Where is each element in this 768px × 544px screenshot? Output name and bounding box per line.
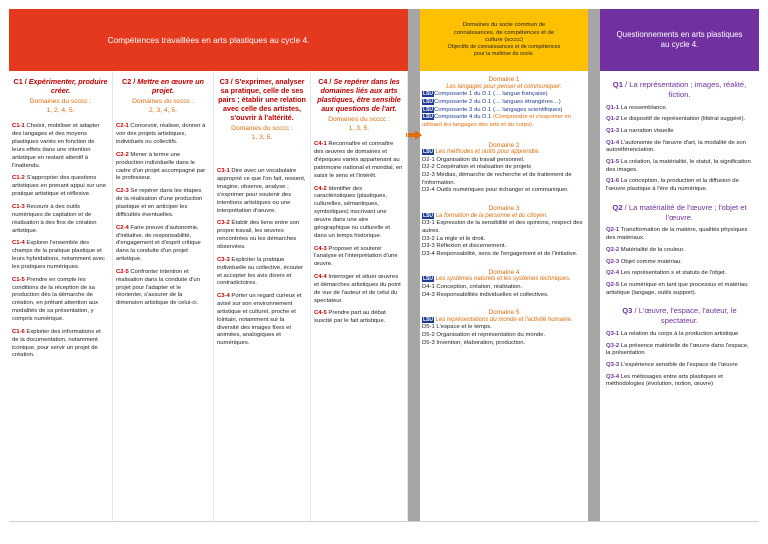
c4-code: C4: [318, 77, 328, 86]
c4-sccc-label: Domaines du scccc :: [328, 116, 390, 123]
questionnements-header: [600, 9, 759, 71]
domain-title: Domaine 1: [488, 76, 520, 83]
domain-line: D3-2 La règle et le droit.: [422, 235, 486, 242]
c2-code: C2: [122, 77, 132, 86]
q-item: Q2-5 Le numérique en tant que processus et matériau artistique (langage, outils support).: [606, 281, 748, 296]
socle-header-line3: culture (scccc): [485, 36, 523, 43]
c1-item: C1-1 Choisir, mobiliser et adapter des langages et des moyens plastiques variés en fonction de leurs effets dans une intention artistique en restant attentif à l'inattendu.: [12, 123, 100, 169]
socle-header-line1: Domaines du socle commun de: [462, 22, 546, 29]
domain-line: D2-3 Médias, démarche de recherche et de traitement de l'information.: [422, 172, 572, 186]
c4-item: C4-4 Interroger et situer œuvres et démarches artistiques du point de vue de l'auteur et de celui du spectateur.: [314, 274, 401, 304]
c3-sccc: 1, 3, 5.: [251, 133, 273, 141]
domain-subtitle: La formation de la personne et du citoyen.: [435, 212, 548, 219]
q-item: Q1-3 La narration visuelle: [606, 128, 674, 135]
competences-header: [9, 9, 408, 71]
c1-item: C1-4 Explorer l'ensemble des champs de la pratique plastique et leurs hybridations, notamment avec les pratiques numériques.: [12, 240, 105, 270]
q1-num: Q1: [612, 80, 623, 89]
q-item: Q3-2 La présence matérielle de l'œuvre dans l'espace, la présentation: [606, 342, 749, 357]
lsu-badge: LSU: [423, 212, 433, 219]
c2-title: Mettre en œuvre un projet.: [137, 77, 204, 95]
column-c1: C1 / Expérimenter, produire créer. Domaines du scccc : 1, 2, 4, 5. C1-1 Choisir, mobiliser et adapter des langages et des moyens plastiques variés en fonction de leurs effets dans une intention artistique en restant attentif à l'inattendu. C1-2 S'approprier des questions artistiques en prenant appui sur une pratique artistique et réflexive. C1-3 Recourir à des outils numériques de captation et de réalisation à des fins de création artistique. C1-4 Explorer l'ensemble des champs de la pratique plastique et leurs hybridations, notamment avec les pratiques numériques. C1-5 Prendre en compte les conditions de la réception de sa production dès la démarche de création, en prêtant attention aux modalités de sa présentation, y compris numérique. C1-6 Exploiter des informations et de la documentation, notamment iconique, pour servir un projet de création.: [9, 71, 113, 522]
domain-subtitle: Les méthodes et outils pour apprendre.: [435, 149, 541, 156]
domain-1: [420, 76, 588, 130]
domain-title: Domaine 3: [488, 205, 520, 213]
socle-header-line4: Objectifs de connaissances et de compétences: [447, 44, 561, 51]
q2-title: La matérialité de l'œuvre ; l'objet et l'œuvre.: [628, 202, 747, 222]
c1-item: C1-2 S'approprier des questions artistiques en prenant appui sur une pratique artistique et réflexive.: [12, 175, 106, 198]
domain-subtitle: Les systèmes naturels et les systèmes techniques.: [435, 276, 571, 283]
socle-header: [420, 9, 588, 71]
domain-line: LSUComposante 2 du D.1 (… langues étrangères…): [423, 98, 561, 105]
c2-item: C2-5 Confronter intention et réalisation dans la conduite d'un projet pour l'adapter et le réorienter, s'assurer de la dimension artistique de celui-ci.: [116, 268, 200, 307]
domain-line: D2-1 Organisation du travail personnel.: [422, 156, 525, 163]
c1-title: Expérimenter, produire créer.: [28, 77, 108, 95]
domain-title: Domaine 5: [488, 309, 520, 317]
column-c2: C2 / Mettre en œuvre un projet. Domaines du scccc : 2, 3, 4, 5. C2-1 Concevoir, réaliser, donner à voir des projets artistiques, individuels ou collectifs. C2-2 Mener à terme une production individuelle dans le cadre d'un projet accompagné par le professeur. C2-3 Se repérer dans les étapes de la réalisation d'une production plastique et en anticiper les difficultés éventuelles. C2-4 Faire preuve d'autonomie, d'initiative, de responsabilité, d'engagement et d'esprit critique dans la conduite d'un projet artistique. C2-5 Confronter intention et réalisation dans la conduite d'un projet pour l'adapter et le réorienter, s'assurer de la dimension artistique de celui-ci.: [113, 71, 214, 522]
domain-line: D3-1 Expression de la sensibilité et des opinions, respect des autres.: [422, 220, 583, 234]
c4-item: C4-5 Prendre part au débat suscité par le fait artistique.: [314, 310, 386, 325]
domain-line: D4-1 Conception, création, réalisation.: [422, 283, 523, 290]
q-item: Q2-4 Les représentation s et statuts de l'objet.: [606, 270, 727, 277]
domain-line: D5-1 L'espace et le temps.: [422, 324, 492, 331]
c1-code: C1: [13, 77, 23, 86]
q-item: Q1-4 L'autonomie de l'œuvre d'art, la modalité de son autoréférenciation.: [606, 139, 746, 154]
c4-item: C4-2 Identifier des caractéristiques (plastiques, culturelles, sémantiques, symboliques) inscrivant une œuvre dans une aire géographique ou culturelle et dans un temps historique.: [314, 185, 390, 239]
c3-item: C3-1 Dire avec un vocabulaire approprié ce que l'on fait, ressent, imagine, observe, analyse ; s'exprimer pour soutenir des intentions artistiques ou une interprétation d'œuvre.: [217, 168, 306, 214]
c3-title: S'exprimer, analyser sa pratique, celle de ses pairs ; établir une relation avec celle des artistes, s'ouvrir à l'altérité.: [218, 77, 306, 122]
c2-item: C2-3 Se repérer dans les étapes de la réalisation d'une production plastique et en anticiper les difficultés éventuelles.: [116, 188, 203, 218]
c1-sccc-label: Domaines du scccc :: [29, 98, 92, 105]
domain-4: [420, 269, 588, 300]
questions-column: [600, 71, 759, 522]
c4-item: C4-1 Reconnaître et connaître des œuvres de domaines et d'époques variés appartenant au patrimoine national et mondial, en saisir le sens et l'intérêt.: [314, 141, 403, 179]
c4-item: C4-3 Proposer et soutenir l'analyse et l'interprétation d'une œuvre.: [314, 245, 398, 268]
c1-sccc: 1, 2, 4, 5.: [46, 106, 75, 114]
c3-code: C3: [219, 77, 229, 86]
c3-sccc-label: Domaines du scccc :: [231, 125, 293, 132]
c2-sccc: 2, 3, 4, 5.: [149, 106, 177, 114]
questionnements-header-title: Questionnements en arts plastiques au cycle 4.: [616, 30, 743, 49]
domain-line: D2-4 Outils numériques pour échanger et communiquer.: [422, 187, 569, 194]
question-q3: Q3 / L'œuvre, l'espace, l'auteur, le spectateur. Q3-1 La relation du corps à la production artistique Q3-2 La présence matérielle de l'œuvre dans l'espace, la présentation Q3-3 L'expérience sensible de l'espace de l'œuvre Q3-4 Les métissages entre arts plastiques et méthodologies (évolution, notion, œuvre): [600, 306, 759, 389]
question-q2: Q2 / La matérialité de l'œuvre ; l'objet et l'œuvre. Q2-1 Transformation de la matière, qualités physiques des matériaux. Q2-2 Matérialité de la couleur. Q2-3 Objet comme matériau. Q2-4 Les représentation s et statuts de l'objet. Q2-5 Le numérique en tant que processus et matériau artistique (langage, outils support).: [600, 203, 759, 297]
q3-title: L'œuvre, l'espace, l'auteur, le spectateur.: [638, 306, 737, 326]
domain-title: Domaine 2: [488, 141, 520, 149]
domain-line: D3-4 Responsabilité, sens de l'engagement et de l'initiative.: [422, 250, 578, 257]
column-c4: C4 / Se repérer dans les domaines liés aux arts plastiques, être sensible aux questions de l'art. Domaines du scccc : 1, 3, 5. C4-1 Reconnaître et connaître des œuvres de domaines et d'époques variés appartenant au patrimoine national et mondial, en saisir le sens et l'intérêt. C4-2 Identifier des caractéristiques (plastiques, culturelles, sémantiques, symboliques) inscrivant une œuvre dans une aire géographique ou culturelle et dans un temps historique. C4-3 Proposer et soutenir l'analyse et l'interprétation d'une œuvre. C4-4 Interroger et situer œuvres et démarches artistiques du point de vue de l'auteur et de celui du spectateur. C4-5 Prendre part au débat suscité par le fait artistique.: [311, 71, 408, 522]
domain-line: LSUComposante 1 du D.1 (… langue française): [423, 91, 548, 98]
q-item: Q2-1 Transformation de la matière, qualités physiques des matériaux.: [606, 227, 748, 242]
q-item: Q1-6 La conception, la production et la diffusion de l'œuvre plastique à l'ère du numérique.: [606, 178, 739, 193]
c2-item: C2-2 Mener à terme une production individuelle dans le cadre d'un projet accompagné par le professeur.: [116, 151, 206, 182]
c1-item: C1-3 Recourir à des outils numériques de captation et de réalisation à des fins de création artistique.: [12, 204, 97, 234]
lsu-badge: LSU: [423, 276, 433, 283]
domain-line: D5-2 Organisation et représentation du monde.: [422, 332, 546, 339]
lsu-badge: LSU: [423, 149, 433, 156]
q-item: Q1-2 Le dispositif de représentation (littéral suggéré).: [606, 116, 746, 123]
c3-item: C3-3 Expliciter la pratique individuelle ou collective, écouter et accepter les avis divers et contradictoires.: [217, 256, 304, 287]
domain-2: [420, 142, 588, 196]
competences-header-title: Compétences travaillées en arts plastiques au cycle 4.: [107, 35, 310, 45]
domain-line: LSUComposante 3 du D.1 (… langages scientifiques): [423, 106, 563, 113]
domain-subtitle: Les langages pour penser et communiquer.: [446, 83, 562, 90]
c3-item: C3-2 Établir des liens entre son propre travail, les œuvres rencontrées ou les démarches observées.: [217, 220, 300, 250]
q3-num: Q3: [622, 306, 633, 316]
c4-sccc: 1, 3, 5.: [348, 124, 370, 132]
q-item: Q1-1 La ressemblance.: [606, 104, 668, 111]
q-item: Q3-4 Les métissages entre arts plastiques et méthodologies (évolution, notion, œuvre): [606, 373, 723, 388]
domain-subtitle: Les représentations du monde et l'activité humaine.: [435, 316, 573, 323]
c1-item: C1-6 Exploiter des informations et de la documentation, notamment iconique, pour servir un projet de création.: [12, 328, 101, 359]
domain-line: D5-3 Invention, élaboration, production.: [422, 339, 526, 346]
q-item: Q1-5 La création, la matérialité, le statut, la signification des images.: [606, 159, 751, 173]
domain-line: LSUComposante 4 du D.1 (Comprendre et s'exprimer en utilisant les langages des arts et du corps).: [422, 114, 572, 128]
q-item: Q3-3 L'expérience sensible de l'espace de l'œuvre: [606, 361, 738, 368]
question-q1: Q1 / La représentation ; images, réalité, fiction. Q1-1 La ressemblance. Q1-2 Le dispositif de représentation (littéral suggéré). Q1-3 La narration visuelle Q1-4 L'autonomie de l'œuvre d'art, la modalité de son autoréférenciation. Q1-5 La création, la matérialité, le statut, la signification des images. Q1-6 La conception, la production et la diffusion de l'œuvre plastique à l'ère du numérique.: [600, 80, 759, 194]
separator-left: [408, 9, 420, 522]
separator-right: [588, 9, 600, 522]
c2-item: C2-1 Concevoir, réaliser, donner à voir des projets artistiques, individuels ou collectifs.: [116, 123, 206, 146]
c1-item: C1-5 Prendre en compte les conditions de la réception de sa production dès la démarche de création, en prêtant attention aux modalités de sa présentation, y compris numérique.: [12, 276, 99, 322]
c4-title: Se repérer dans les domaines liés aux arts plastiques, être sensible aux questions de l'art.: [317, 77, 401, 113]
domain-3: [420, 205, 588, 259]
domain-line: D3-3 Réflexion et discernement.: [422, 243, 507, 250]
domain-line: D2-2 Coopération et réalisation de projets: [422, 164, 532, 171]
c2-item: C2-4 Faire preuve d'autonomie, d'initiative, de responsabilité, d'engagement et d'esprit critique dans la conduite d'un projet artistique.: [116, 224, 201, 263]
q2-num: Q2: [612, 202, 623, 212]
column-c3: C3 / S'exprimer, analyser sa pratique, celle de ses pairs ; établir une relation avec celle des artistes, s'ouvrir à l'altérité. Domaines du scccc : 1, 3, 5. C3-1 Dire avec un vocabulaire approprié ce que l'on fait, ressent, imagine, observe, analyse ; s'exprimer pour soutenir des intentions artistiques ou une interprétation d'œuvre. C3-2 Établir des liens entre son propre travail, les œuvres rencontrées ou les démarches observées. C3-3 Expliciter la pratique individuelle ou collective, écouter et accepter les avis divers et contradictoires. C3-4 Porter un regard curieux et avisé sur son environnement artistique et culturel, proche et lointain, notamment sur la diversité des images fixes et animées, analogiques et numériques.: [214, 71, 311, 522]
bottom-border: [9, 521, 759, 522]
c2-sccc-label: Domaines du scccc :: [132, 98, 194, 105]
lsu-badge: LSU: [423, 316, 433, 323]
domain-line: D4-3 Responsabilités individuelles et collectives.: [422, 291, 549, 298]
domains-column: [420, 71, 588, 522]
socle-header-line5: pour la maîtrise du socle.: [473, 51, 535, 58]
domain-5: [420, 309, 588, 347]
q-item: Q2-2 Matérialité de la couleur.: [606, 246, 685, 253]
socle-header-line2: connaissances, de compétences et de: [453, 29, 555, 36]
q-item: Q3-1 La relation du corps à la production artistique: [606, 330, 739, 337]
domain-title: Domaine 4: [488, 268, 520, 276]
c3-item: C3-4 Porter un regard curieux et avisé sur son environnement artistique et culturel, proche et lointain, notamment sur la diversité des images fixes et animées, analogiques et numériques.: [217, 293, 302, 347]
q-item: Q2-3 Objet comme matériau.: [606, 258, 682, 265]
q1-title: La représentation ; images, réalité, fiction.: [629, 80, 747, 99]
